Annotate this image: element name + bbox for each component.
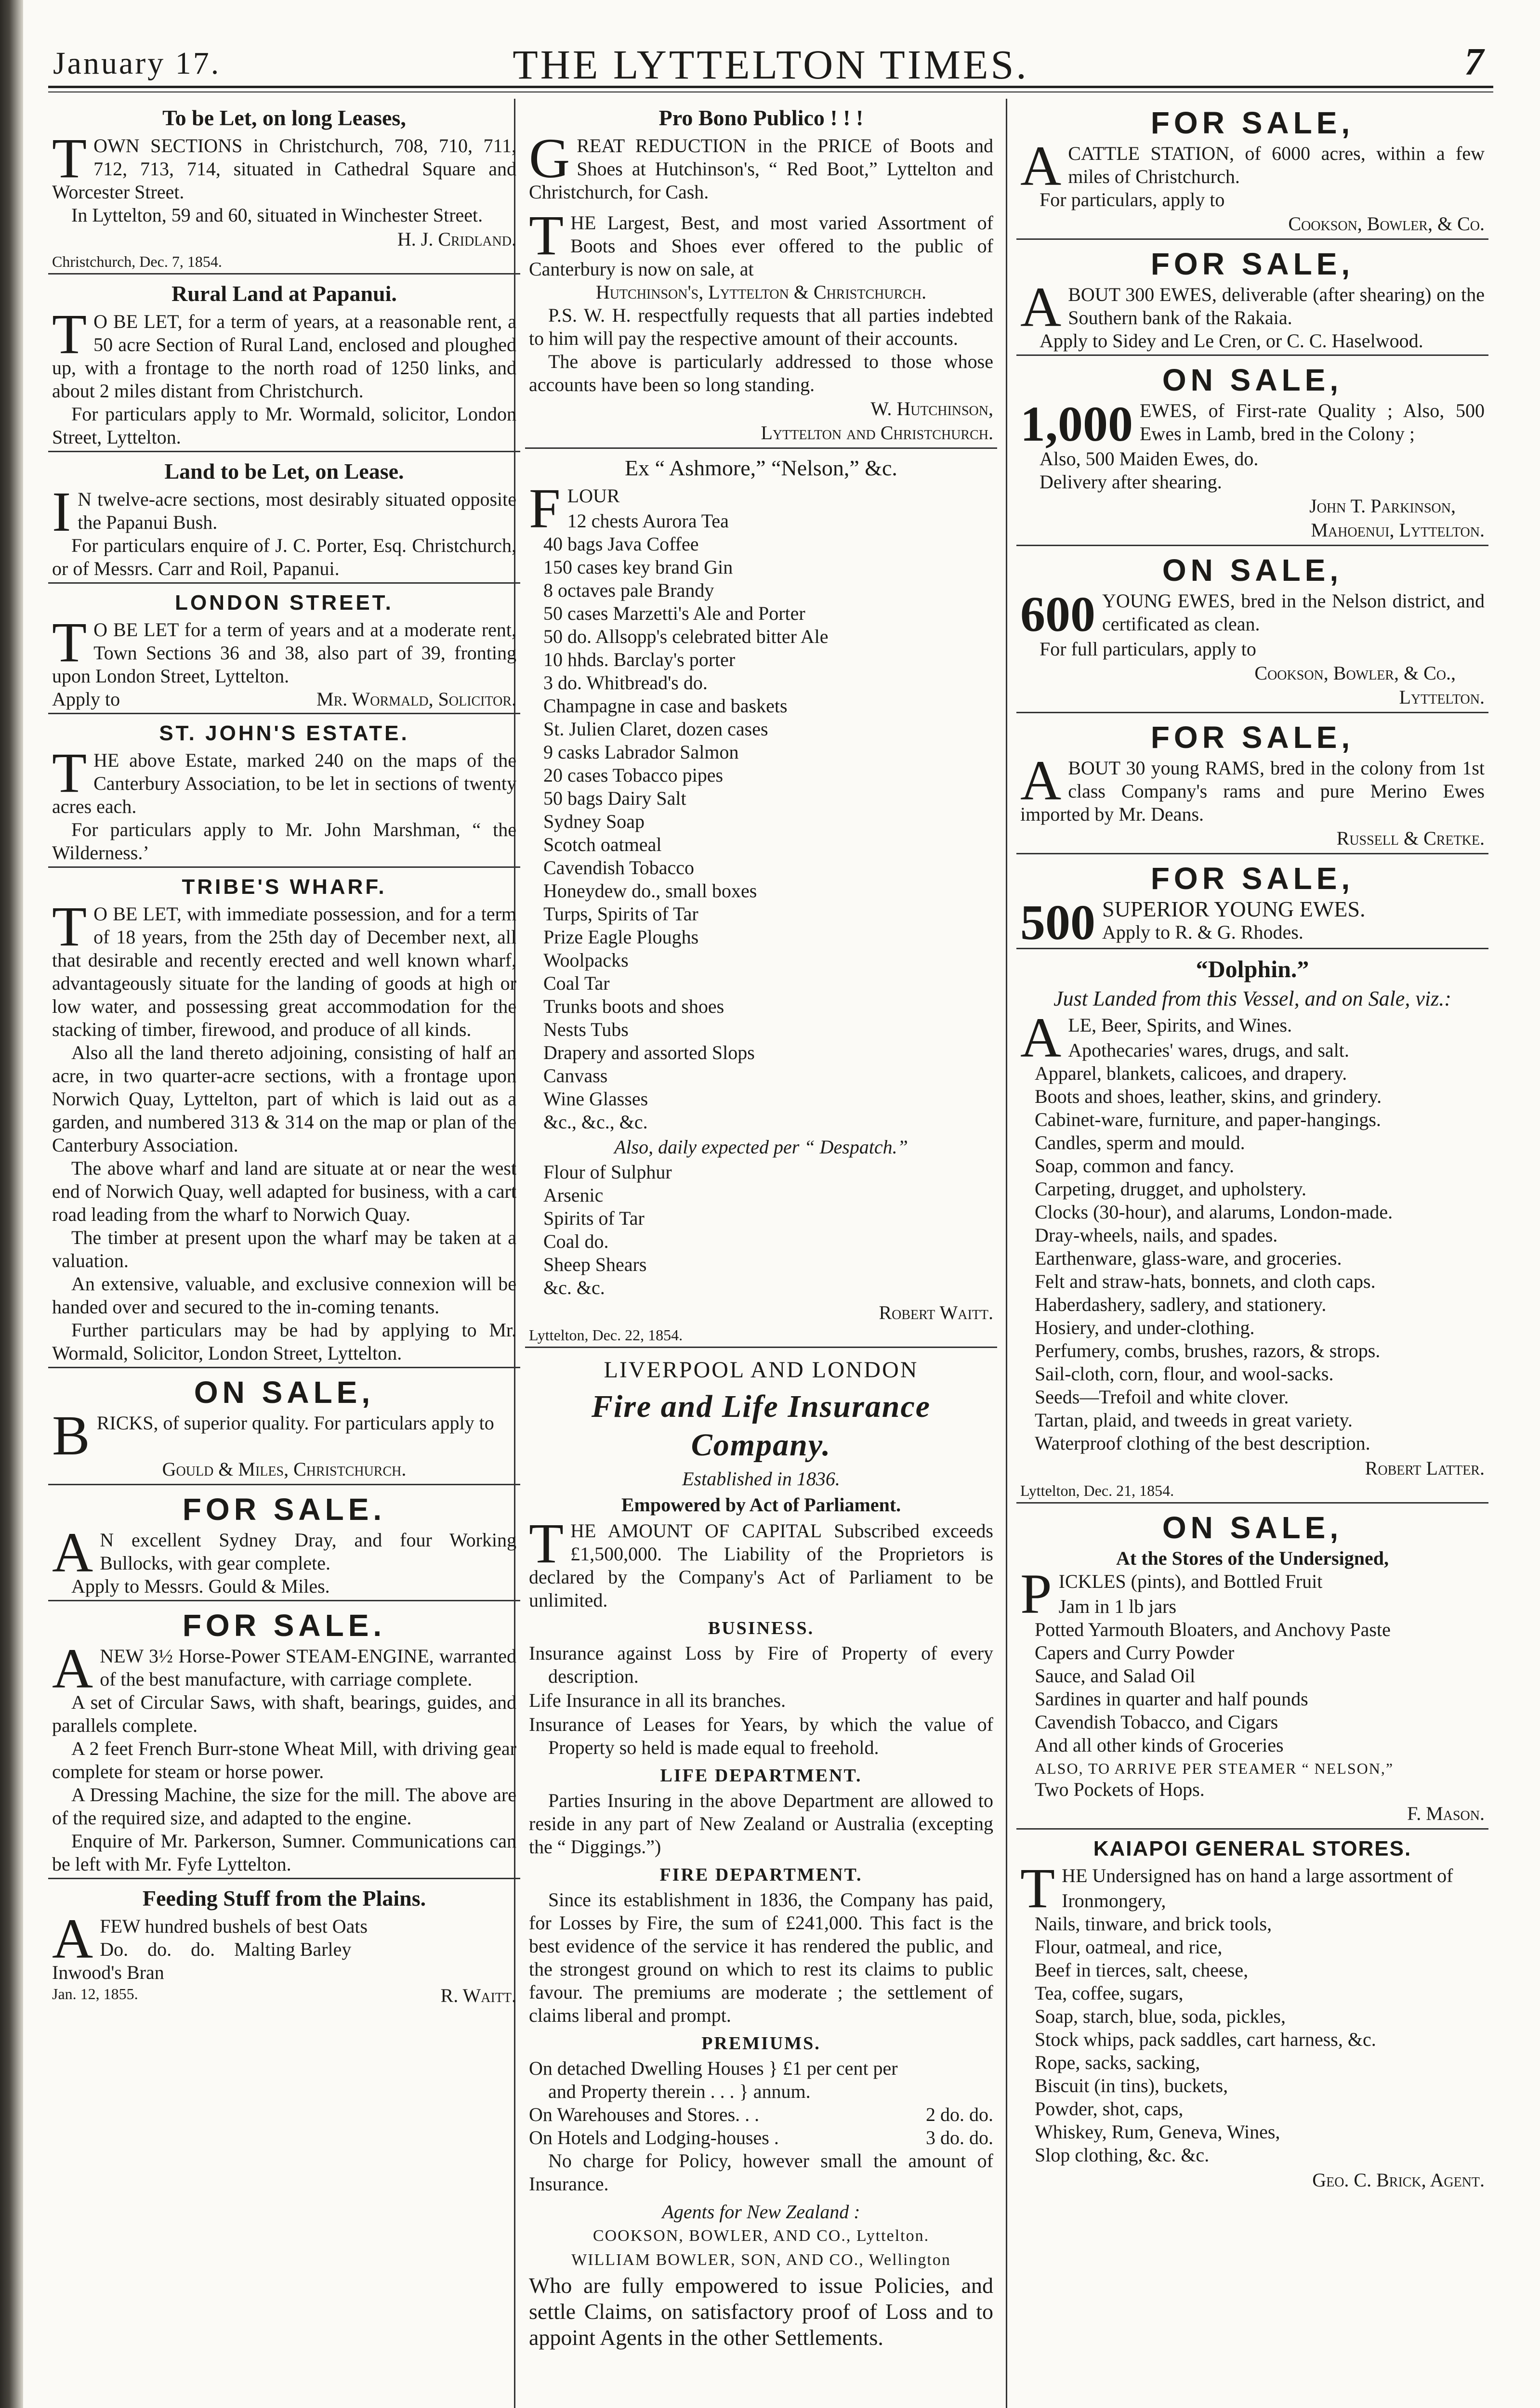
ad-text: HE Largest, Best, and most varied Assortment of Boots and Shoes ever offered to the public of Canterbury is now on sale, at <box>529 212 993 280</box>
drop-cap: P <box>1020 1562 1052 1625</box>
ad-insurance-company <box>525 1347 997 2353</box>
ad-text: SUPERIOR YOUNG EWES. <box>1102 897 1366 921</box>
ad-text: Apply to Messrs. Gould & Miles. <box>71 1575 330 1597</box>
list-item: Champagne in case and baskets <box>543 695 788 717</box>
ad-subheading: Just Landed from this Vessel, and on Sale, viz.: <box>1053 987 1451 1010</box>
list-item: Sail-cloth, corn, flour, and wool-sacks. <box>1035 1363 1334 1385</box>
ad-300-ewes <box>1016 238 1488 354</box>
ad-text: Parties Insuring in the above Department are allowed to reside in any part of New Zealand or Australia (excepting the “ Diggings.”) <box>529 1790 993 1858</box>
ad-text: The above is particularly addressed to those whose accounts have been so long standing. <box>529 351 993 395</box>
list-item: Spirits of Tar <box>543 1207 645 1229</box>
list-item: Powder, shot, caps, <box>1035 2098 1184 2120</box>
ad-apply: Apply to <box>52 688 120 710</box>
drop-number: 1,000 <box>1020 396 1133 452</box>
premium-row: and Property therein . . . } annum. <box>548 2081 811 2102</box>
ad-text: O BE LET, with immediate possession, and for a term of 18 years, from the 25th day of December next, all that desirable and recently erected and well known wharf, advantageously situate for the landing of goods at high or low water, and possessing great accommodation for the stacking of timber, firewood, and produce of all kinds. <box>52 903 516 1040</box>
list-item: Biscuit (in tins), buckets, <box>1035 2075 1228 2096</box>
ad-text: For full particulars, apply to <box>1040 638 1256 660</box>
list-item: Canvass <box>543 1065 608 1086</box>
ad-text: In Lyttelton, 59 and 60, situated in Winchester Street. <box>71 204 483 226</box>
list-item: Apparel, blankets, calicoes, and drapery. <box>1035 1062 1347 1084</box>
ad-text: No charge for Policy, however small the amount of Insurance. <box>529 2150 993 2195</box>
ad-1000-ewes <box>1016 354 1488 545</box>
ad-30-rams <box>1016 712 1488 853</box>
ad-text: RICKS, of superior quality. For particulars apply to <box>96 1412 494 1434</box>
drop-cap: G <box>529 127 570 190</box>
ad-text: The above wharf and land are situate at or near the west end of Norwich Quay, well adapted for business, with a cart road leading from the wharf to Norwich Quay. <box>52 1157 516 1225</box>
ad-signature: Gould & Miles, Christchurch. <box>162 1458 407 1480</box>
masthead <box>48 29 1493 88</box>
ad-text: For particulars enquire of J. C. Porter, Esq. Christchurch, or of Messrs. Carr and Roil, Papanui. <box>52 535 516 579</box>
drop-cap: T <box>52 895 87 958</box>
ad-heading: FOR SALE, <box>1150 247 1355 281</box>
list-item: Apothecaries' wares, drugs, and salt. <box>1068 1039 1349 1061</box>
section-title: PREMIUMS. <box>701 2033 821 2054</box>
ad-heading: To be Let, on long Leases, <box>162 105 406 130</box>
ad-heading: Rural Land at Papanui. <box>171 281 397 306</box>
ad-text: N twelve-acre sections, most desirably situated opposite the Papanui Bush. <box>78 488 516 533</box>
list-item: Arsenic <box>543 1184 604 1206</box>
ad-text: For particulars, apply to <box>1040 189 1225 210</box>
ad-text: Who are fully empowered to issue Policies, and settle Claims, on satisfactory proof of Loss and to appoint Agents in the other Settlements. <box>529 2273 993 2350</box>
list-item: 50 bags Dairy Salt <box>543 787 686 809</box>
ad-600-ewes <box>1016 545 1488 712</box>
drop-cap: I <box>52 480 71 543</box>
list-item: Cabinet-ware, furniture, and paper-hangings. <box>1035 1109 1381 1130</box>
ad-heading: Land to be Let, on Lease. <box>164 459 404 484</box>
ad-dateline: Jan. 12, 1855. <box>52 1985 138 2002</box>
list-item: Coal do. <box>543 1230 609 1252</box>
agents-line: COOKSON, BOWLER, AND CO., Lyttelton. <box>592 2227 930 2245</box>
ad-signature: R. Waitt. <box>440 1985 516 2006</box>
drop-cap: A <box>52 1521 93 1584</box>
ad-text: FEW hundred bushels of best Oats <box>100 1915 368 1937</box>
ad-text: For particulars apply to Mr. Wormald, solicitor, London Street, Lyttelton. <box>52 403 516 448</box>
list-item: Capers and Curry Powder <box>1035 1642 1235 1663</box>
ad-text: Two Pockets of Hops. <box>1035 1779 1205 1800</box>
ad-dateline: Lyttelton, Dec. 21, 1854. <box>1020 1482 1174 1499</box>
drop-cap: A <box>1020 1006 1062 1069</box>
list-item: Drapery and assorted Slops <box>543 1042 755 1063</box>
ad-subheading: At the Stores of the Undersigned, <box>1116 1547 1389 1569</box>
list-item: 3 do. Whitbread's do. <box>543 672 708 694</box>
ad-text: P.S. W. H. respectfully requests that all parties indebted to him will pay the respective amount of their accounts. <box>529 304 993 349</box>
column-1 <box>48 99 520 2408</box>
agents-title: Agents for New Zealand : <box>662 2201 860 2223</box>
ad-signature: Geo. C. Brick, Agent. <box>1312 2169 1485 2191</box>
ad-text: O BE LET for a term of years and at a moderate rent, Town Sections 36 and 38, also part of 39, fronting upon London Street, Lyttelton. <box>52 619 516 687</box>
ad-text: Further particulars may be had by applying to Mr. Wormald, Solicitor, London Street, Lyttelton. <box>52 1319 516 1364</box>
drop-cap: A <box>52 1907 93 1970</box>
list-item: Scotch oatmeal <box>543 834 662 855</box>
ad-dateline: Lyttelton, Dec. 22, 1854. <box>529 1326 683 1344</box>
ad-text: NEW 3½ Horse-Power STEAM-ENGINE, warranted of the best manufacture, with carriage complete. <box>100 1645 516 1690</box>
ad-text: BOUT 300 EWES, deliverable (after shearing) on the Southern bank of the Rakaia. <box>1068 284 1485 328</box>
drop-cap: T <box>52 611 87 674</box>
ad-pickles <box>1016 1502 1488 1828</box>
list-item: Sheep Shears <box>543 1254 647 1275</box>
ad-text: Also all the land thereto adjoining, consisting of half an acre, in two quarter-acre sections, with a frontage upon Norwich Quay, Lyttelton, part of which is laid out as a garden, and numbered 313 & 314 on the map or plan of the Canterbury Association. <box>52 1042 516 1156</box>
ad-heading: ON SALE, <box>1162 363 1343 397</box>
ad-signature: H. J. Cridland. <box>397 228 516 250</box>
ad-feeding-stuff <box>48 1878 520 2009</box>
list-item: Seeds—Trefoil and white clover. <box>1035 1386 1289 1408</box>
ad-heading: KAIAPOI GENERAL STORES. <box>1093 1837 1412 1860</box>
ad-signature: F. Mason. <box>1407 1803 1485 1824</box>
list-item: Insurance against Loss by Fire of Property of every description. <box>529 1642 993 1687</box>
ad-st-johns-estate <box>48 713 520 866</box>
list-item: Prize Eagle Ploughs <box>543 926 699 948</box>
list-item: Felt and straw-hats, bonnets, and cloth caps. <box>1035 1270 1376 1292</box>
list-item: St. Julien Claret, dozen cases <box>543 718 768 740</box>
section-title: FIRE DEPARTMENT. <box>659 1865 863 1885</box>
premium-rate: 2 do. do. <box>926 2104 993 2125</box>
drop-cap: T <box>1020 1857 1055 1920</box>
ad-text: BOUT 30 young RAMS, bred in the colony from 1st class Company's rams and pure Merino Ewes imported by Mr. Deans. <box>1020 757 1485 825</box>
ad-text: EWES, of First-rate Quality ; Also, 500 Ewes in Lamb, bred in the Colony ; <box>1140 400 1485 445</box>
page-number: 7 <box>1464 41 1484 83</box>
ad-text: Inwood's Bran <box>52 1962 164 1983</box>
premium-rate: 3 do. do. <box>926 2127 993 2148</box>
drop-cap: A <box>52 1637 93 1700</box>
ad-text: YOUNG EWES, bred in the Nelson district, and certificated as clean. <box>1102 590 1485 635</box>
ad-signature: Mahoenui, Lyttelton. <box>1311 519 1485 541</box>
ad-text: Hutchinson's, Lyttelton & Christchurch. <box>595 281 927 303</box>
list-item: Candles, sperm and mould. <box>1035 1132 1245 1153</box>
list-item: 40 bags Java Coffee <box>543 533 699 555</box>
list-item: 10 hhds. Barclay's porter <box>543 649 736 670</box>
list-item: Carpeting, drugget, and upholstery. <box>1035 1178 1306 1200</box>
list-item: 12 chests Aurora Tea <box>567 510 729 532</box>
list-item: Sydney Soap <box>543 811 645 832</box>
list-item: Coal Tar <box>543 972 610 994</box>
ad-text: HE AMOUNT OF CAPITAL Subscribed exceeds £1,500,000. The Liability of the Proprietors is declared by the Company's Act of Parliament to be unlimited. <box>529 1520 993 1611</box>
list-item: 150 cases key brand Gin <box>543 556 733 578</box>
ad-heading: FOR SALE, <box>1150 105 1355 140</box>
ad-text: A Dressing Machine, the size for the mill. The above are of the required size, and adapted to the engine. <box>52 1784 516 1829</box>
list-item: 20 cases Tobacco pipes <box>543 764 724 786</box>
ad-cattle-station <box>1016 99 1488 238</box>
column-divider <box>1006 99 1007 2408</box>
ad-tribes-wharf <box>48 866 520 1367</box>
ad-signature: Lyttelton and Christchurch. <box>761 422 993 444</box>
column-3 <box>1016 99 1488 2408</box>
list-item: Potted Yarmouth Bloaters, and Anchovy Paste <box>1035 1619 1391 1640</box>
ad-land-lease <box>48 451 520 582</box>
section-title: LIFE DEPARTMENT. <box>660 1766 862 1786</box>
list-item: Life Insurance in all its branches. <box>529 1689 786 1711</box>
ad-text: LOUR <box>567 485 620 507</box>
premium-label: On Warehouses and Stores. . . <box>529 2104 760 2125</box>
ad-text: A set of Circular Saws, with shaft, bearings, guides, and parallels complete. <box>52 1691 516 1736</box>
list-item: Perfumery, combs, brushes, razors, & strops. <box>1035 1340 1381 1361</box>
list-item: 50 do. Allsopp's celebrated bitter Ale <box>543 626 829 647</box>
ad-heading: “Dolphin.” <box>1196 955 1309 982</box>
ad-heading: Pro Bono Publico ! ! ! <box>658 105 864 130</box>
list-item: Nails, tinware, and brick tools, <box>1035 1913 1272 1935</box>
list-item: Tartan, plaid, and tweeds in great variety. <box>1035 1409 1353 1431</box>
list-item: Trunks boots and shoes <box>543 995 724 1017</box>
ad-london-street <box>48 582 520 713</box>
ad-500-ewes <box>1016 853 1488 948</box>
drop-number: 500 <box>1020 895 1095 950</box>
ad-heading: FOR SALE. <box>182 1492 386 1527</box>
list-item: Insurance of Leases for Years, by which the value of Property so held is made equal to freehold. <box>529 1714 993 1758</box>
ad-text: LE, Beer, Spirits, and Wines. <box>1068 1014 1292 1036</box>
ad-steam-engine <box>48 1600 520 1878</box>
list-item: 8 octaves pale Brandy <box>543 579 714 601</box>
premium-row <box>529 2103 993 2126</box>
premium-row: On detached Dwelling Houses } £1 per cent per <box>529 2057 898 2079</box>
list-item: Haberdashery, sadlery, and stationery. <box>1035 1294 1327 1315</box>
ad-signature: John T. Parkinson, <box>1309 495 1456 517</box>
column-2 <box>525 99 997 2408</box>
list-item: &c. &c. <box>543 1277 605 1298</box>
list-item: Nests Tubs <box>543 1019 629 1040</box>
list-item: Honeydew do., small boxes <box>543 880 757 902</box>
list-item: Cavendish Tobacco, and Cigars <box>1035 1711 1278 1733</box>
list-item: Soap, starch, blue, soda, pickles, <box>1035 2005 1286 2027</box>
drop-cap: F <box>529 477 561 540</box>
ad-heading: FOR SALE, <box>1150 720 1355 755</box>
premium-row <box>529 2126 993 2149</box>
insurance-established: Established in 1836. <box>682 1468 840 1490</box>
ad-text: OWN SECTIONS in Christchurch, 708, 710, 711, 712, 713, 714, situated in Cathedral Square and Worcester Street. <box>52 135 516 203</box>
ad-text: The timber at present upon the wharf may be taken at a valuation. <box>52 1227 516 1271</box>
list-item: Ironmongery, <box>1062 1890 1166 1911</box>
list-item: Earthenware, glass-ware, and groceries. <box>1035 1247 1342 1269</box>
list-item: Turps, Spirits of Tar <box>543 903 698 925</box>
ad-text: Since its establishment in 1836, the Company has paid, for Losses by Fire, the sum of £241,000. This fact is the best evidence of the service it has rendered the public, and the strongest ground on which to rest its claims to public favour. The premiums are moderate ; the settlement of claims liberal and prompt. <box>529 1889 993 2026</box>
business-list <box>529 1642 993 1759</box>
ad-text: Also, daily expected per “ Despatch.” <box>614 1136 908 1158</box>
list-item: Beef in tierces, salt, cheese, <box>1035 1959 1249 1981</box>
ad-signature: Lyttelton. <box>1399 686 1485 708</box>
list-item: Clocks (30-hour), and alarums, London-made. <box>1035 1201 1393 1223</box>
goods-list <box>543 510 993 1134</box>
ad-text: CATTLE STATION, of 6000 acres, within a few miles of Christchurch. <box>1068 143 1485 187</box>
drop-number: 600 <box>1020 587 1095 642</box>
ad-bricks <box>48 1367 520 1484</box>
ad-text: O BE LET, for a term of years, at a reasonable rent, a 50 acre Section of Rural Land, enclosed and ploughed up, with a frontage to the north road of 1250 links, and about 2 miles distant from Christchurch. <box>52 311 516 402</box>
page-binding-edge <box>0 0 23 2408</box>
agents-line: WILLIAM BOWLER, SON, AND CO., Wellington <box>571 2251 951 2269</box>
insurance-top-line: LIVERPOOL AND LONDON <box>604 1357 919 1383</box>
insurance-empowered: Empowered by Act of Parliament. <box>621 1494 901 1516</box>
list-item: Rope, sacks, sacking, <box>1035 2052 1200 2073</box>
ad-text: N excellent Sydney Dray, and four Working Bullocks, with gear complete. <box>100 1529 516 1574</box>
ad-text: Also, 500 Maiden Ewes, do. <box>1040 448 1259 470</box>
list-item: Jam in 1 lb jars <box>1058 1596 1177 1617</box>
ad-heading: FOR SALE, <box>1150 861 1355 896</box>
list-item: Flour, oatmeal, and rice, <box>1035 1936 1223 1958</box>
ad-signature: W. Hutchinson, <box>870 398 993 419</box>
ad-dateline: Christchurch, Dec. 7, 1854. <box>52 253 222 270</box>
ad-signature: Cookson, Bowler, & Co., <box>1254 662 1456 684</box>
drop-cap: A <box>1020 134 1062 197</box>
drop-cap: T <box>52 741 87 804</box>
list-item: Slop clothing, &c. &c. <box>1035 2144 1210 2166</box>
ad-text: HE Undersigned has on hand a large assortment of <box>1062 1865 1453 1886</box>
ad-signature: Robert Latter. <box>1365 1457 1485 1479</box>
ad-heading: ON SALE, <box>194 1375 375 1410</box>
list-item: Hosiery, and under-clothing. <box>1035 1317 1255 1338</box>
list-item: Boots and shoes, leather, skins, and grindery. <box>1035 1086 1382 1107</box>
drop-cap: A <box>1020 749 1062 812</box>
ad-dolphin <box>1016 948 1488 1502</box>
list-item: And all other kinds of Groceries <box>1035 1734 1284 1756</box>
drop-cap: A <box>1020 275 1062 339</box>
ad-signature: Mr. Wormald, Solicitor. <box>316 688 516 710</box>
goods-list <box>1035 1595 1485 1757</box>
drop-cap: T <box>529 1512 564 1575</box>
ad-text: Do. do. do. Malting Barley <box>100 1938 352 1960</box>
ad-text: Apply to R. & G. Rhodes. <box>1102 921 1303 943</box>
ad-text: ICKLES (pints), and Bottled Fruit <box>1058 1570 1323 1592</box>
ad-town-sections <box>48 99 520 273</box>
list-item: Flour of Sulphur <box>543 1161 672 1183</box>
drop-cap: T <box>529 204 564 267</box>
goods-list <box>1035 1039 1485 1455</box>
ad-heading: TRIBE'S WHARF. <box>182 875 387 899</box>
list-item: Cavendish Tobacco <box>543 857 695 878</box>
list-item: Dray-wheels, nails, and spades. <box>1035 1224 1278 1246</box>
list-item: Waterproof clothing of the best description. <box>1035 1432 1370 1454</box>
section-title: BUSINESS. <box>708 1618 815 1638</box>
list-item: 9 casks Labrador Salmon <box>543 741 739 763</box>
list-item: Tea, coffee, sugars, <box>1035 1982 1184 2004</box>
drop-cap: T <box>52 127 87 190</box>
goods-list <box>543 1161 993 1299</box>
ad-text: Enquire of Mr. Parkerson, Sumner. Communications can be left with Mr. Fyfe Lyttelton. <box>52 1830 516 1875</box>
ad-text: ALSO, TO ARRIVE PER STEAMER “ NELSON,” <box>1035 1760 1394 1777</box>
ad-heading: Feeding Stuff from the Plains. <box>142 1886 426 1911</box>
ad-heading: ON SALE, <box>1162 553 1343 588</box>
goods-list <box>1035 1889 1485 2167</box>
ad-sydney-dray <box>48 1484 520 1600</box>
list-item: Wine Glasses <box>543 1088 648 1110</box>
ad-heading: ON SALE, <box>1162 1510 1343 1545</box>
drop-cap: B <box>52 1404 90 1467</box>
list-item: &c., &c., &c. <box>543 1111 648 1133</box>
ad-kaiapoi-stores <box>1016 1828 1488 2195</box>
ad-text: For particulars apply to Mr. John Marshman, “ the Wilderness.’ <box>52 819 516 864</box>
list-item: Stock whips, pack saddles, cart harness, &c. <box>1035 2028 1376 2050</box>
ad-text: An extensive, valuable, and exclusive connexion will be handed over and secured to the in-coming tenants. <box>52 1273 516 1318</box>
masthead-rule <box>48 86 1493 92</box>
ad-text: REAT REDUCTION in the PRICE of Boots and Shoes at Hutchinson's, “ Red Boot,” Lyttelton and Christchurch, for Cash. <box>529 135 993 203</box>
ad-signature: Robert Waitt. <box>879 1302 993 1323</box>
list-item: Sauce, and Salad Oil <box>1035 1665 1196 1687</box>
ad-pro-bono-publico <box>525 99 997 447</box>
list-item: Whiskey, Rum, Geneva, Wines, <box>1035 2121 1280 2143</box>
list-item: Sardines in quarter and half pounds <box>1035 1688 1308 1710</box>
ad-ashmore-nelson <box>525 447 997 1347</box>
ad-signature: Cookson, Bowler, & Co. <box>1288 213 1485 235</box>
list-item: 50 cases Marzetti's Ale and Porter <box>543 602 805 624</box>
masthead-title: THE LYTTELTON TIMES. <box>513 41 1029 88</box>
list-item: Woolpacks <box>543 949 629 971</box>
ad-text: Apply to Sidey and Le Cren, or C. C. Haselwood. <box>1040 330 1423 352</box>
drop-cap: T <box>52 302 87 366</box>
ad-text: Delivery after shearing. <box>1040 471 1222 493</box>
ad-text: A 2 feet French Burr-stone Wheat Mill, with driving gear complete for steam or horse power. <box>52 1738 516 1782</box>
ad-heading: FOR SALE. <box>182 1608 386 1643</box>
ad-heading: ST. JOHN'S ESTATE. <box>159 721 409 745</box>
ad-rural-land <box>48 273 520 451</box>
masthead-date: January 17. <box>53 46 221 81</box>
ad-heading: Ex “ Ashmore,” “Nelson,” &c. <box>625 456 897 480</box>
premium-label: On Hotels and Lodging-houses . <box>529 2127 779 2148</box>
list-item: Soap, common and fancy. <box>1035 1155 1234 1177</box>
ad-text: HE above Estate, marked 240 on the maps of the Canterbury Association, to be let in sections of twenty acres each. <box>52 749 516 817</box>
ad-signature: Russell & Cretke. <box>1336 827 1485 849</box>
insurance-company-name: Fire and Life Insurance Company. <box>591 1389 931 1463</box>
ad-heading: LONDON STREET. <box>175 591 394 615</box>
